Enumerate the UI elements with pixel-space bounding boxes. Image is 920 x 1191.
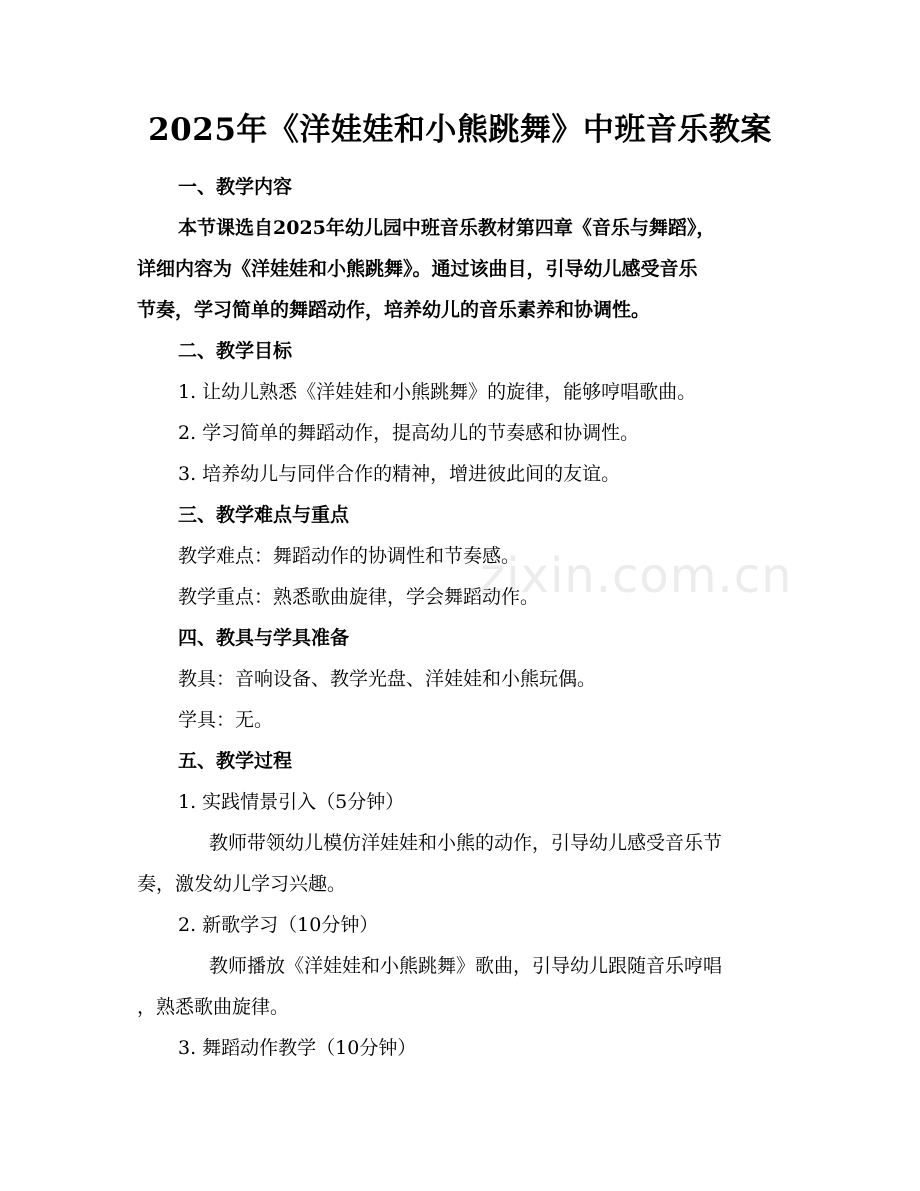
- list-item: 2. 学习简单的舞蹈动作，提高幼儿的节奏感和协调性。: [178, 422, 640, 444]
- paragraph-line: 教师带领幼儿模仿洋娃娃和小熊的动作，引导幼儿感受音乐节: [209, 832, 723, 854]
- paragraph-line: 学具：无。: [178, 709, 274, 731]
- paragraph-line: ，熟悉歌曲旋律。: [137, 996, 290, 1018]
- section-heading-difficulties: 三、教学难点与重点: [178, 504, 350, 526]
- paragraph-line: 详细内容为《洋娃娃和小熊跳舞》。通过该曲目，引导幼儿感受音乐: [137, 258, 698, 280]
- paragraph-line: 教学难点：舞蹈动作的协调性和节奏感。: [178, 545, 521, 567]
- section-heading-objectives: 二、教学目标: [178, 340, 293, 362]
- list-item: 3. 培养幼儿与同伴合作的精神，增进彼此间的友谊。: [178, 463, 621, 485]
- list-item: 1. 让幼儿熟悉《洋娃娃和小熊跳舞》的旋律，能够哼唱歌曲。: [178, 381, 697, 403]
- paragraph-line: 教学重点：熟悉歌曲旋律，学会舞蹈动作。: [178, 586, 540, 608]
- paragraph-line: 教具：音响设备、教学光盘、洋娃娃和小熊玩偶。: [178, 668, 597, 690]
- paragraph-line: 奏，激发幼儿学习兴趣。: [137, 873, 347, 895]
- list-item: 1. 实践情景引入（5分钟）: [178, 791, 405, 813]
- section-heading-content: 一、教学内容: [178, 176, 293, 198]
- watermark: zixin.com.cn: [480, 548, 793, 604]
- list-item: 3. 舞蹈动作教学（10分钟）: [178, 1037, 417, 1059]
- list-item: 2. 新歌学习（10分钟）: [178, 914, 379, 936]
- section-heading-process: 五、教学过程: [178, 750, 293, 772]
- section-heading-materials: 四、教具与学具准备: [178, 627, 350, 649]
- paragraph-line: 本节课选自2025年幼儿园中班音乐教材第四章《音乐与舞蹈》，: [178, 217, 716, 239]
- paragraph-line: 教师播放《洋娃娃和小熊跳舞》歌曲，引导幼儿跟随音乐哼唱: [209, 955, 723, 977]
- document-title: 2025年《洋娃娃和小熊跳舞》中班音乐教案: [148, 112, 772, 148]
- paragraph-line: 节奏，学习简单的舞蹈动作，培养幼儿的音乐素养和协调性。: [137, 299, 651, 321]
